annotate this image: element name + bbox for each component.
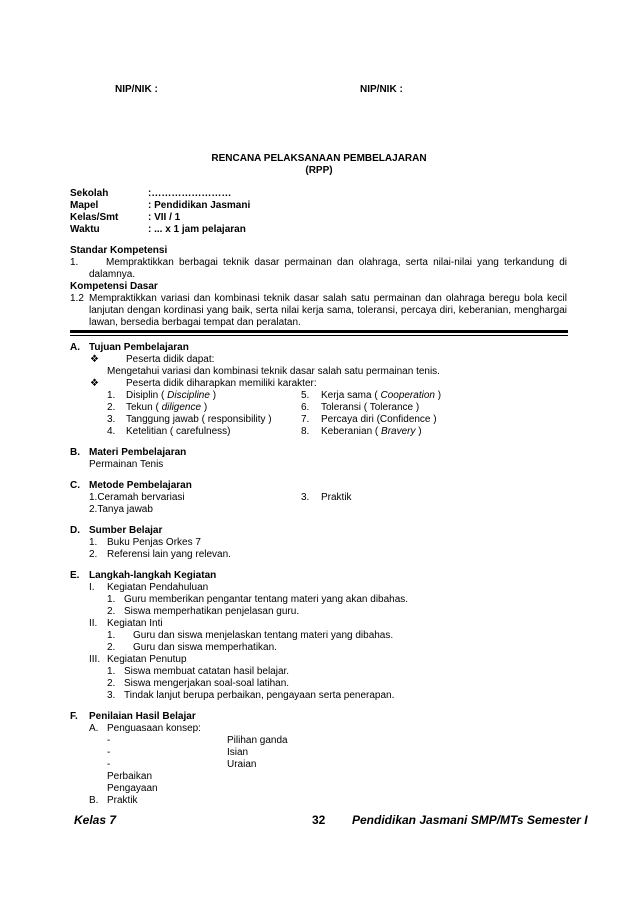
char-num: 5.	[301, 390, 310, 401]
activity-part-title: Kegiatan Penutup	[107, 654, 187, 665]
section-d-letter: D.	[70, 525, 80, 536]
assessment-type: Uraian	[227, 759, 257, 770]
char-item: Tekun ( diligence )	[126, 402, 208, 413]
activity-step-num: 2.	[107, 678, 116, 689]
identity-value-mapel: : Pendidikan Jasmani	[148, 200, 251, 211]
assessment-a-letter: A.	[89, 723, 99, 734]
standar-number: 1.	[70, 257, 79, 268]
assessment-dash: -	[107, 759, 111, 770]
activity-step: Guru dan siswa menjelaskan tentang materi yang dibahas.	[133, 630, 394, 641]
document-title: RENCANA PELAKSANAAN PEMBELAJARAN	[211, 153, 427, 164]
activity-step-num: 1.	[107, 666, 116, 677]
assessment-a-text: Penguasaan konsep:	[107, 723, 201, 734]
activity-step: Guru dan siswa memperhatikan.	[133, 642, 277, 653]
char-item: Ketelitian ( carefulness)	[126, 426, 231, 437]
char-num: 2.	[107, 402, 116, 413]
char-item: Tanggung jawab ( responsibility )	[126, 414, 272, 425]
identity-label-waktu: Waktu	[70, 224, 100, 235]
assessment-dash: -	[107, 735, 111, 746]
source-item: Referensi lain yang relevan.	[107, 549, 231, 560]
standar-line-1: Mempraktikkan berbagai teknik dasar permainan dan olahraga, serta nilai-nilai yang terkandung di	[106, 257, 567, 268]
assessment-type: Isian	[227, 747, 249, 758]
activity-part-title: Kegiatan Inti	[107, 618, 163, 629]
activity-part-num: II.	[89, 618, 98, 629]
kompetensi-line-1: Mempraktikkan variasi dan kombinasi teknik dasar salah satu permainan dan olahraga beregu bola kecil	[89, 293, 567, 304]
char-num: 6.	[301, 402, 310, 413]
assessment-b-letter: B.	[89, 795, 99, 806]
section-a-bullet-2: Peserta didik diharapkan memiliki karakter:	[126, 378, 317, 389]
char-num: 7.	[301, 414, 310, 425]
activity-step: Siswa memperhatikan penjelasan guru.	[124, 606, 300, 617]
char-item: Percaya diri (Confidence )	[321, 414, 437, 425]
assessment-perbaikan: Perbaikan	[107, 771, 153, 782]
activity-step-num: 2.	[107, 642, 116, 653]
section-f-letter: F.	[70, 711, 78, 722]
char-num: 1.	[107, 390, 116, 401]
section-d-heading: Sumber Belajar	[89, 525, 163, 536]
section-b-heading: Materi Pembelajaran	[89, 447, 187, 458]
kompetensi-line-2: lanjutan dengan kordinasi yang baik, serta nilai kerja sama, toleransi, percaya diri, keberanian, menghargai	[89, 305, 567, 316]
kompetensi-heading: Kompetensi Dasar	[70, 281, 158, 292]
source-item: Buku Penjas Orkes 7	[107, 537, 201, 548]
assessment-type: Pilihan ganda	[227, 735, 288, 746]
footer-left: Kelas 7	[74, 813, 117, 827]
diamond-bullet-icon: ❖	[90, 354, 99, 365]
nip-left: NIP/NIK :	[115, 84, 158, 95]
identity-label-mapel: Mapel	[70, 200, 99, 211]
divider-thick	[70, 330, 568, 333]
standar-line-2: dalamnya.	[89, 269, 136, 280]
assessment-b-text: Praktik	[107, 795, 138, 806]
method-item-3: Praktik	[321, 492, 352, 503]
activity-step: Siswa membuat catatan hasil belajar.	[124, 666, 290, 677]
char-item: Disiplin ( Discipline )	[126, 390, 217, 401]
kompetensi-number: 1.2	[70, 293, 84, 304]
document-subtitle: (RPP)	[305, 165, 333, 176]
identity-label-kelas: Kelas/Smt	[70, 212, 119, 223]
char-num: 4.	[107, 426, 116, 437]
char-num: 3.	[107, 414, 116, 425]
identity-label-sekolah: Sekolah	[70, 188, 109, 199]
source-num: 2.	[89, 549, 98, 560]
identity-value-sekolah: :……………………	[148, 188, 232, 199]
diamond-bullet-icon: ❖	[90, 378, 99, 389]
activity-part-num: I.	[89, 582, 95, 593]
nip-right: NIP/NIK :	[360, 84, 403, 95]
source-num: 1.	[89, 537, 98, 548]
section-c-letter: C.	[70, 480, 80, 491]
section-a-heading: Tujuan Pembelajaran	[89, 342, 189, 353]
standar-heading: Standar Kompetensi	[70, 245, 168, 256]
identity-value-kelas: : VII / 1	[148, 212, 181, 223]
footer-page-number: 32	[312, 813, 326, 827]
char-item: Toleransi ( Tolerance )	[321, 402, 420, 413]
char-num: 8.	[301, 426, 310, 437]
section-a-bullet-1: Peserta didik dapat:	[126, 354, 215, 365]
activity-step: Siswa mengerjakan soal-soal latihan.	[124, 678, 290, 689]
method-item-3-num: 3.	[301, 492, 310, 503]
section-c-heading: Metode Pembelajaran	[89, 480, 192, 491]
footer-right: Pendidikan Jasmani SMP/MTs Semester I	[352, 813, 588, 827]
method-item-1: 1.Ceramah bervariasi	[89, 492, 185, 503]
divider-thin	[70, 335, 568, 336]
activity-step: Tindak lanjut berupa perbaikan, pengayaan serta penerapan.	[124, 690, 395, 701]
identity-value-waktu: : ... x 1 jam pelajaran	[148, 224, 246, 235]
method-item-2: 2.Tanya jawab	[89, 504, 153, 515]
activity-step: Guru memberikan pengantar tentang materi yang akan dibahas.	[124, 594, 409, 605]
char-item: Keberanian ( Bravery )	[321, 426, 422, 437]
activity-step-num: 1.	[107, 594, 116, 605]
section-f-heading: Penilaian Hasil Belajar	[89, 711, 196, 722]
assessment-pengayaan: Pengayaan	[107, 783, 158, 794]
kompetensi-line-3: lawan, bersedia berbagai tempat dan peralatan.	[89, 317, 301, 328]
assessment-dash: -	[107, 747, 111, 758]
char-item: Kerja sama ( Cooperation )	[321, 390, 442, 401]
section-a-bullet-1-text: Mengetahui variasi dan kombinasi teknik dasar salah satu permainan tenis.	[107, 366, 440, 377]
activity-step-num: 3.	[107, 690, 116, 701]
section-e-heading: Langkah-langkah Kegiatan	[89, 570, 217, 581]
section-b-text: Permainan Tenis	[89, 459, 164, 470]
activity-part-title: Kegiatan Pendahuluan	[107, 582, 209, 593]
activity-step-num: 1.	[107, 630, 116, 641]
activity-step-num: 2.	[107, 606, 116, 617]
section-b-letter: B.	[70, 447, 80, 458]
section-a-letter: A.	[70, 342, 80, 353]
section-e-letter: E.	[70, 570, 80, 581]
activity-part-num: III.	[89, 654, 101, 665]
